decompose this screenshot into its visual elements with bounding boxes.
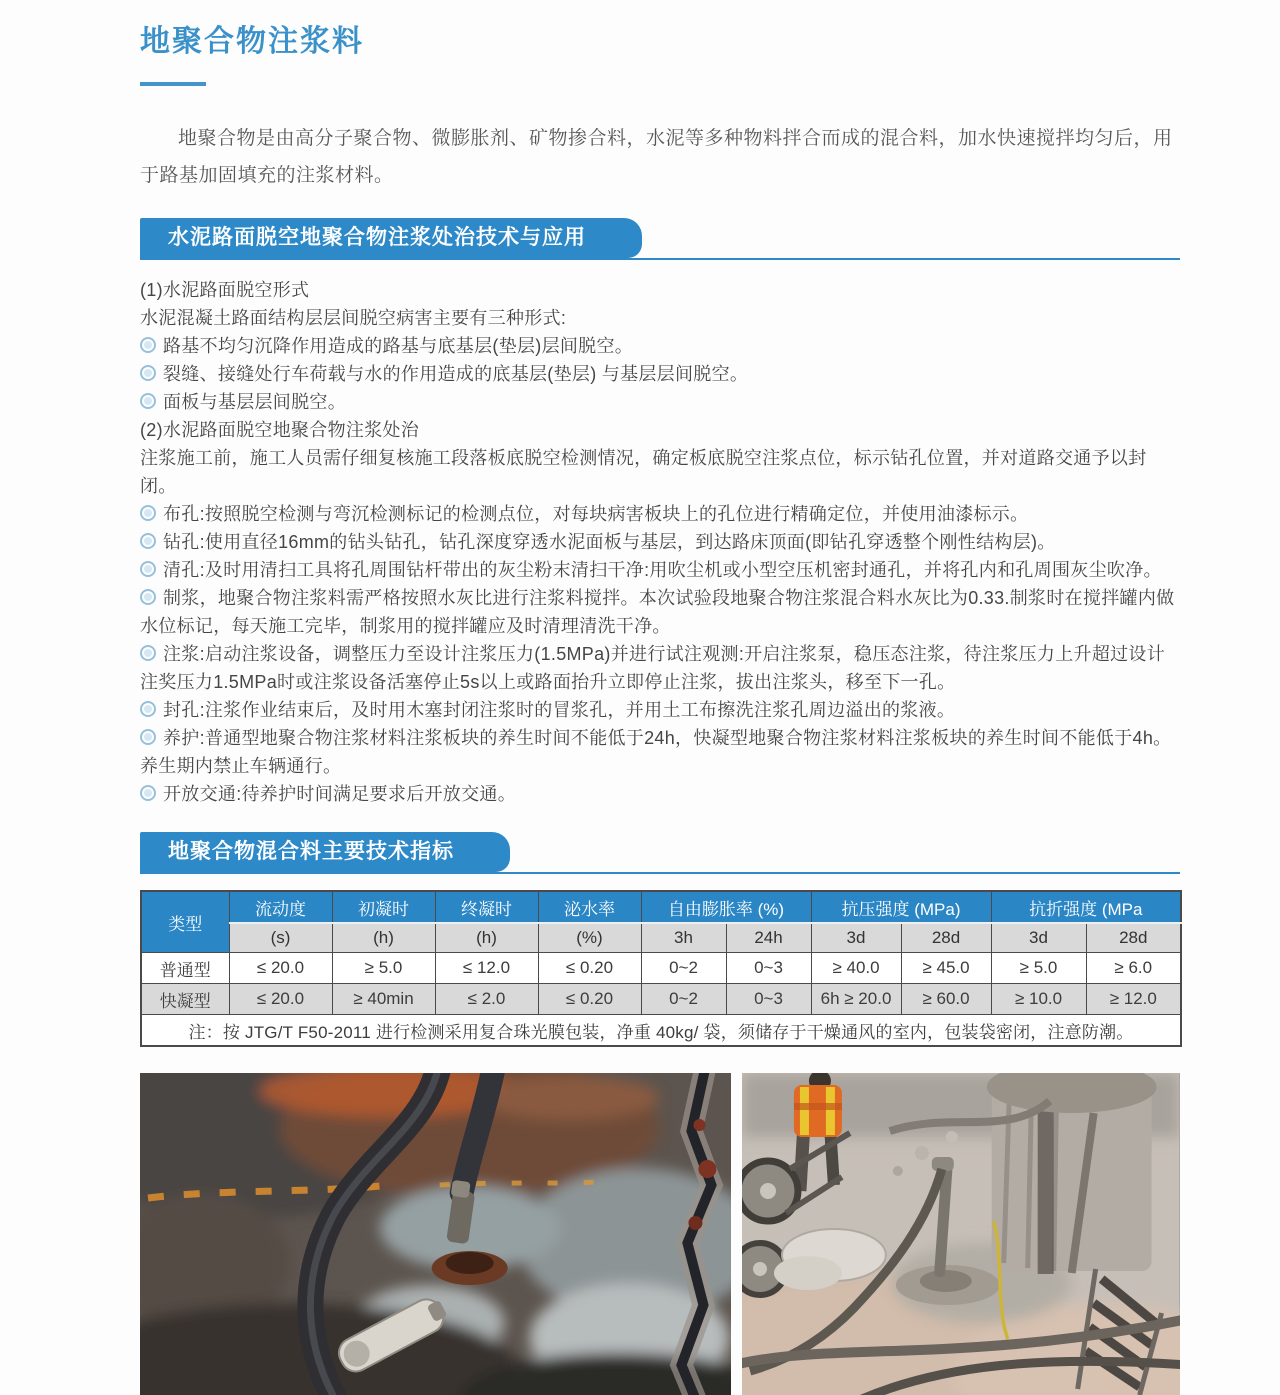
ring-bullet-icon	[140, 589, 156, 605]
spec-value: ≥ 5.0	[991, 953, 1086, 984]
table-note: 注：按 JTG/T F50-2011 进行检测采用复合珠光膜包装，净重 40kg/ 袋，须储存于干燥通风的室内，包装袋密闭，注意防潮。	[141, 1015, 1181, 1047]
col-group-header: 抗折强度 (MPa	[991, 891, 1181, 923]
paragraph-text: 注浆施工前，施工人员需仔细复核施工段落板底脱空检测情况，确定板底脱空注浆点位，标示钻孔位置，并对道路交通予以封闭。	[140, 448, 1147, 496]
treatment-paragraph	[140, 416, 1180, 444]
paragraph-text: 制浆，地聚合物注浆料需严格按照水灰比进行注浆料搅拌。本次试验段地聚合物注浆混合料水灰比为0.33.制浆时在搅拌罐内做水位标记，每天施工完毕，制浆用的搅拌罐应及时清理清洗干净。	[140, 588, 1175, 636]
paragraph-text: 裂缝、接缝处行车荷载与水的作用造成的底基层(垫层) 与基层层间脱空。	[163, 364, 749, 384]
pavement-grouting-illustration	[140, 1073, 731, 1395]
paragraph-text: 开放交通:待养护时间满足要求后开放交通。	[163, 784, 516, 804]
col-subheader: 3d	[811, 923, 901, 953]
spec-row	[141, 953, 1181, 984]
ring-bullet-icon	[140, 365, 156, 381]
section-header-tab: 地聚合物混合料主要技术指标	[140, 832, 510, 872]
ring-bullet-icon	[140, 729, 156, 745]
spec-value: ≥ 5.0	[332, 953, 435, 984]
photo-row	[140, 1073, 1180, 1395]
spec-value: ≥ 40min	[332, 984, 435, 1015]
spec-value: ≥ 6.0	[1086, 953, 1181, 984]
treatment-step-item	[140, 640, 1180, 696]
col-subheader: 28d	[1086, 923, 1181, 953]
intro-paragraph: 地聚合物是由高分子聚合物、微膨胀剂、矿物掺合料，水泥等多种物料拌合而成的混合料，加水快速搅拌均匀后，用于路基加固填充的注浆材料。	[140, 128, 1173, 186]
ring-bullet-icon	[140, 337, 156, 353]
spec-value: 0~2	[641, 984, 726, 1015]
paragraph-text: 布孔:按照脱空检测与弯沉检测标记的检测点位，对每块病害板块上的孔位进行精确定位，并使用油漆标示。	[163, 504, 1029, 524]
col-subheader: (h)	[435, 923, 538, 953]
row-type-label: 快凝型	[141, 984, 229, 1015]
paragraph-text: 注浆:启动注浆设备，调整压力至设计注浆压力(1.5MPa)并进行试注观测:开启注浆泵，稳压态注浆，待注浆压力上升超过设计注奖压力1.5MPa时或注浆设备活塞停止5s以上或路面抬升立即停止注浆，拔出注浆头，移至下一孔。	[140, 644, 1166, 692]
spec-table	[140, 890, 1182, 1047]
treatment-step-item	[140, 556, 1180, 584]
treatment-paragraph	[140, 444, 1180, 500]
section1-content	[140, 276, 1180, 808]
col-subheader: (%)	[538, 923, 641, 953]
spec-value: ≥ 40.0	[811, 953, 901, 984]
ring-bullet-icon	[140, 645, 156, 661]
section-specs	[140, 832, 1180, 1047]
col-subheader: (s)	[229, 923, 332, 953]
treatment-step-item	[140, 724, 1180, 780]
ring-bullet-icon	[140, 533, 156, 549]
ring-bullet-icon	[140, 561, 156, 577]
col-group-header: 流动度	[229, 891, 332, 923]
paragraph-text: (1)水泥路面脱空形式	[140, 280, 310, 300]
col-group-header: 终凝时	[435, 891, 538, 923]
paragraph-text: 面板与基层层间脱空。	[163, 392, 346, 412]
treatment-step-item	[140, 780, 1180, 808]
row-type-label: 普通型	[141, 953, 229, 984]
spec-value: 0~2	[641, 953, 726, 984]
treatment-step-item	[140, 584, 1180, 640]
spec-value: 0~3	[726, 953, 811, 984]
treatment-step-item	[140, 332, 1180, 360]
paragraph-text: 养护:普通型地聚合物注浆材料注浆板块的养生时间不能低于24h，快凝型地聚合物注浆材料注浆板块的养生时间不能低于4h。养生期内禁止车辆通行。	[140, 728, 1172, 776]
section-header-bar	[140, 832, 1180, 874]
spec-value: ≤ 0.20	[538, 953, 641, 984]
section-treatment	[140, 218, 1180, 808]
page-title: 地聚合物注浆料	[140, 25, 364, 58]
spec-row	[141, 984, 1181, 1015]
col-subheader: 24h	[726, 923, 811, 953]
ring-bullet-icon	[140, 785, 156, 801]
spec-value: ≤ 2.0	[435, 984, 538, 1015]
col-header-type: 类型	[141, 891, 229, 953]
paragraph-text: 路基不均匀沉降作用造成的路基与底基层(垫层)层间脱空。	[163, 336, 634, 356]
photo-pavement-grouting-hose	[140, 1073, 731, 1395]
spec-value: ≥ 45.0	[901, 953, 991, 984]
spec-value: ≥ 60.0	[901, 984, 991, 1015]
col-group-header: 泌水率	[538, 891, 641, 923]
paragraph-text: 水泥混凝土路面结构层层间脱空病害主要有三种形式:	[140, 308, 567, 328]
spec-value: ≤ 20.0	[229, 953, 332, 984]
col-subheader: 28d	[901, 923, 991, 953]
spec-value: ≤ 20.0	[229, 984, 332, 1015]
treatment-step-item	[140, 696, 1180, 724]
treatment-paragraph	[140, 304, 1180, 332]
treatment-paragraph	[140, 276, 1180, 304]
spec-value: ≤ 12.0	[435, 953, 538, 984]
spec-value: ≤ 0.20	[538, 984, 641, 1015]
treatment-step-item	[140, 500, 1180, 528]
ring-bullet-icon	[140, 393, 156, 409]
worksite-illustration	[742, 1073, 1180, 1395]
col-subheader: (h)	[332, 923, 435, 953]
section-header-tab: 水泥路面脱空地聚合物注浆处治技术与应用	[140, 218, 642, 258]
spec-value: 0~3	[726, 984, 811, 1015]
spec-value: ≥ 10.0	[991, 984, 1086, 1015]
title-underline-divider	[140, 82, 206, 86]
spec-value: 6h ≥ 20.0	[811, 984, 901, 1015]
paragraph-text: (2)水泥路面脱空地聚合物注浆处治	[140, 420, 420, 440]
paragraph-text: 清孔:及时用清扫工具将孔周围钻杆带出的灰尘粉末清扫干净:用吹尘机或小型空压机密封通孔，并将孔内和孔周围灰尘吹净。	[163, 560, 1162, 580]
col-subheader: 3d	[991, 923, 1086, 953]
ring-bullet-icon	[140, 505, 156, 521]
spec-value: ≥ 12.0	[1086, 984, 1181, 1015]
section-header-bar	[140, 218, 1180, 260]
col-group-header: 自由膨胀率 (%)	[641, 891, 811, 923]
treatment-step-item	[140, 360, 1180, 388]
col-subheader: 3h	[641, 923, 726, 953]
paragraph-text: 钻孔:使用直径16mm的钻头钻孔，钻孔深度穿透水泥面板与基层，到达路床顶面(即钻孔穿透整个刚性结构层)。	[163, 532, 1056, 552]
ring-bullet-icon	[140, 701, 156, 717]
table-note-row	[141, 1015, 1181, 1047]
treatment-step-item	[140, 528, 1180, 556]
col-group-header: 初凝时	[332, 891, 435, 923]
page-content	[140, 0, 1180, 1395]
photo-grouting-worksite	[742, 1073, 1180, 1395]
treatment-step-item	[140, 388, 1180, 416]
col-group-header: 抗压强度 (MPa)	[811, 891, 991, 923]
paragraph-text: 封孔:注浆作业结束后，及时用木塞封闭注浆时的冒浆孔，并用土工布擦洗注浆孔周边溢出的浆液。	[163, 700, 956, 720]
